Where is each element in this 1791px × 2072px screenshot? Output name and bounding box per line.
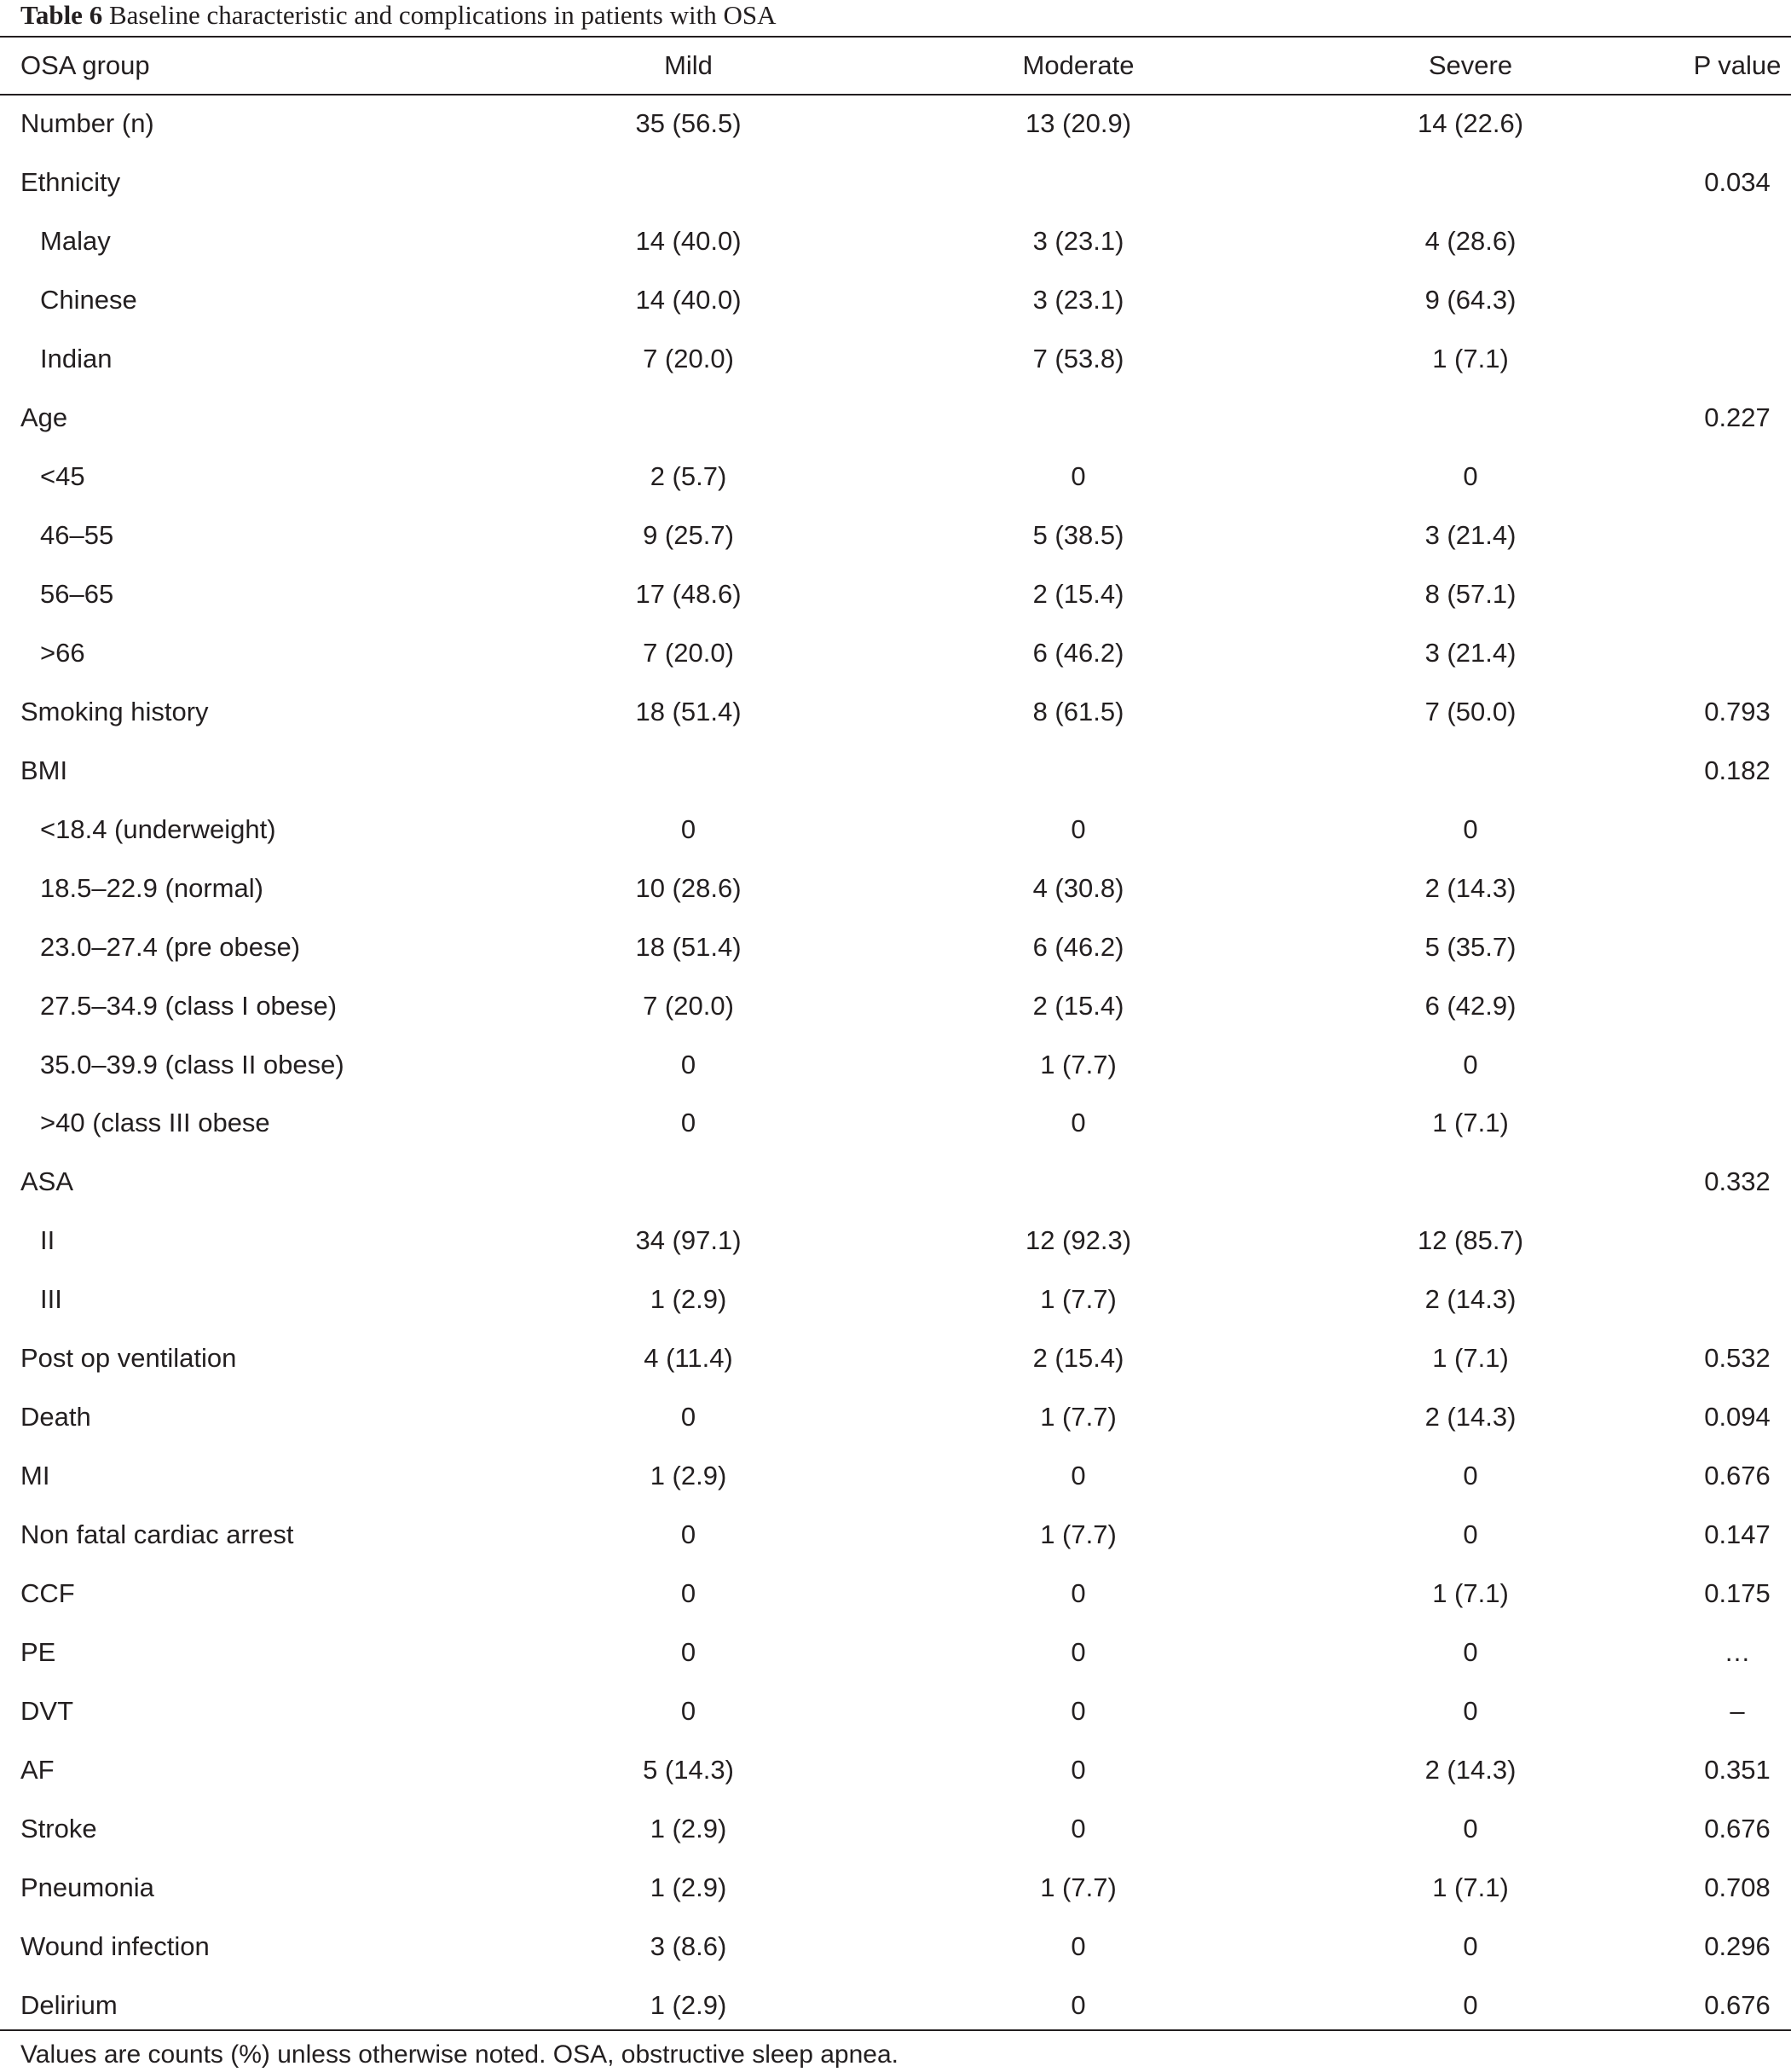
row-label: Age (20, 402, 68, 433)
row-label: MI (20, 1461, 50, 1491)
cell-p-value (1684, 94, 1791, 153)
cell-severe: 0 (1463, 1813, 1478, 1843)
cell-moderate: 3 (23.1) (1032, 285, 1124, 315)
table-row (0, 1329, 1791, 1388)
cell-p-value (1684, 1035, 1791, 1094)
cell-moderate: 0 (1071, 461, 1086, 492)
cell-severe: 1 (7.1) (1432, 1343, 1509, 1374)
cell-mild: 9 (25.7) (643, 520, 734, 551)
table-row (0, 1917, 1791, 1976)
cell-moderate: 0 (1071, 1108, 1086, 1138)
row-label: Smoking history (20, 696, 209, 726)
cell-moderate (899, 741, 1257, 800)
row-label: Delirium (20, 1989, 118, 2020)
row-label: Number (n) (20, 108, 154, 138)
cell-mild: 0 (680, 1402, 696, 1432)
header-row (0, 38, 1791, 94)
cell-mild (477, 153, 899, 212)
cell-severe: 14 (22.6) (1417, 108, 1524, 138)
cell-mild: 7 (20.0) (643, 344, 734, 374)
cell-severe: 0 (1463, 1636, 1478, 1667)
cell-severe: 1 (7.1) (1432, 344, 1509, 374)
table-row (0, 1035, 1791, 1094)
cell-mild: 0 (680, 1695, 696, 1726)
table-row (0, 1212, 1791, 1270)
cell-moderate: 12 (92.3) (1025, 1225, 1132, 1256)
cell-severe: 0 (1463, 1695, 1478, 1726)
cell-p-value (1684, 506, 1791, 565)
cell-p-value (1684, 1212, 1791, 1270)
table-row (0, 506, 1791, 565)
row-label: Non fatal cardiac arrest (20, 1519, 294, 1550)
cell-p-value (1684, 448, 1791, 506)
table-caption-label: Table 6 (20, 0, 103, 30)
cell-mild: 0 (680, 1636, 696, 1667)
cell-p-value (1684, 565, 1791, 624)
cell-severe: 8 (57.1) (1424, 579, 1517, 610)
cell-p-value: 0.793 (1704, 696, 1771, 726)
cell-severe: 1 (7.1) (1432, 1108, 1509, 1138)
table-caption (20, 0, 777, 34)
header-rule (0, 94, 1791, 95)
cell-mild: 4 (11.4) (644, 1343, 733, 1374)
cell-p-value: … (1724, 1636, 1751, 1667)
cell-moderate: 1 (7.7) (1040, 1284, 1117, 1315)
row-label: PE (20, 1636, 56, 1667)
cell-severe: 0 (1463, 1519, 1478, 1550)
cell-mild: 3 (8.6) (650, 1930, 727, 1961)
data-table (0, 38, 1791, 2034)
table-row (0, 448, 1791, 506)
cell-p-value: 0.227 (1704, 402, 1771, 433)
cell-severe: 0 (1463, 461, 1478, 492)
cell-mild: 1 (2.9) (650, 1872, 727, 1902)
cell-mild: 1 (2.9) (650, 1989, 727, 2020)
cell-p-value: 0.532 (1704, 1343, 1771, 1374)
cell-moderate: 0 (1071, 1695, 1086, 1726)
row-label: 56–65 (40, 579, 114, 610)
row-label: >40 (class III obese (40, 1108, 270, 1138)
table-row (0, 1623, 1791, 1681)
row-label: II (40, 1225, 55, 1256)
row-label: 27.5–34.9 (class I obese) (40, 990, 338, 1021)
cell-p-value: 0.676 (1704, 1461, 1771, 1491)
cell-mild: 0 (680, 813, 696, 844)
cell-severe: 2 (14.3) (1424, 1754, 1517, 1785)
table-caption-text: Baseline characteristic and complications in patients with OSA (108, 0, 777, 30)
cell-moderate: 6 (46.2) (1032, 931, 1124, 962)
row-label: Indian (40, 344, 113, 374)
row-label: Chinese (40, 285, 137, 315)
cell-severe: 4 (28.6) (1424, 226, 1517, 257)
table-row (0, 271, 1791, 330)
cell-moderate: 2 (15.4) (1032, 990, 1124, 1021)
table-row (0, 1388, 1791, 1447)
header-osa-group: OSA group (20, 50, 150, 80)
cell-p-value: 0.332 (1704, 1166, 1771, 1197)
cell-moderate: 1 (7.7) (1040, 1049, 1117, 1079)
table-row (0, 800, 1791, 859)
row-label: Post op ventilation (20, 1343, 237, 1374)
cell-moderate (899, 389, 1257, 448)
cell-moderate (899, 1153, 1257, 1212)
table-row (0, 682, 1791, 741)
cell-moderate: 0 (1071, 1577, 1086, 1608)
cell-severe: 0 (1463, 1989, 1478, 2020)
cell-moderate: 0 (1071, 1636, 1086, 1667)
row-label: III (40, 1284, 62, 1315)
cell-moderate: 0 (1071, 1989, 1086, 2020)
row-label: >66 (40, 637, 85, 668)
cell-mild: 0 (680, 1519, 696, 1550)
cell-p-value: 0.034 (1704, 167, 1771, 198)
cell-mild (477, 1153, 899, 1212)
cell-mild: 14 (40.0) (635, 226, 742, 257)
cell-mild: 0 (680, 1049, 696, 1079)
table-row (0, 741, 1791, 800)
row-label: 18.5–22.9 (normal) (40, 872, 263, 903)
header-severe: Severe (1428, 50, 1513, 80)
cell-mild: 18 (51.4) (635, 696, 742, 726)
cell-p-value: – (1730, 1695, 1745, 1726)
cell-p-value: 0.676 (1704, 1813, 1771, 1843)
cell-severe: 9 (64.3) (1424, 285, 1517, 315)
row-label: Malay (40, 226, 111, 257)
cell-mild: 5 (14.3) (643, 1754, 734, 1785)
table-row (0, 859, 1791, 917)
cell-mild: 7 (20.0) (643, 637, 734, 668)
row-label: <18.4 (underweight) (40, 813, 276, 844)
table-row (0, 1565, 1791, 1623)
table-row (0, 1858, 1791, 1917)
cell-mild: 34 (97.1) (635, 1225, 742, 1256)
cell-severe (1257, 389, 1684, 448)
cell-p-value (1684, 859, 1791, 917)
cell-moderate: 1 (7.7) (1040, 1872, 1117, 1902)
row-label: AF (20, 1754, 55, 1785)
cell-severe (1257, 741, 1684, 800)
cell-moderate: 6 (46.2) (1032, 637, 1124, 668)
row-label: DVT (20, 1695, 73, 1726)
table-row (0, 565, 1791, 624)
cell-p-value: 0.182 (1704, 755, 1771, 785)
cell-p-value (1684, 271, 1791, 330)
table-row (0, 917, 1791, 976)
row-label: BMI (20, 755, 68, 785)
cell-moderate: 0 (1071, 1754, 1086, 1785)
cell-severe: 3 (21.4) (1424, 520, 1517, 551)
cell-p-value: 0.175 (1704, 1577, 1771, 1608)
row-label: ASA (20, 1166, 74, 1197)
cell-severe (1257, 153, 1684, 212)
table-row (0, 1799, 1791, 1858)
cell-mild: 17 (48.6) (635, 579, 742, 610)
table-row (0, 1270, 1791, 1329)
header-p-value: P value (1693, 50, 1782, 80)
cell-severe: 2 (14.3) (1424, 872, 1517, 903)
row-label: Wound infection (20, 1930, 210, 1961)
row-label: 46–55 (40, 520, 114, 551)
cell-severe: 1 (7.1) (1432, 1577, 1509, 1608)
cell-p-value: 0.351 (1704, 1754, 1771, 1785)
cell-moderate: 0 (1071, 1813, 1086, 1843)
table-row (0, 330, 1791, 389)
cell-severe: 3 (21.4) (1424, 637, 1517, 668)
cell-severe: 12 (85.7) (1417, 1225, 1524, 1256)
cell-p-value: 0.296 (1704, 1930, 1771, 1961)
cell-severe: 0 (1463, 1049, 1478, 1079)
cell-p-value (1684, 917, 1791, 976)
table-row (0, 389, 1791, 448)
row-label: <45 (40, 461, 85, 492)
cell-mild: 2 (5.7) (650, 461, 727, 492)
cell-moderate: 13 (20.9) (1025, 108, 1132, 138)
cell-moderate (899, 153, 1257, 212)
cell-mild: 0 (680, 1108, 696, 1138)
bottom-rule (0, 2029, 1791, 2031)
cell-severe: 2 (14.3) (1424, 1284, 1517, 1315)
cell-severe: 7 (50.0) (1424, 696, 1517, 726)
cell-severe: 6 (42.9) (1424, 990, 1517, 1021)
cell-moderate: 1 (7.7) (1040, 1402, 1117, 1432)
cell-mild (477, 741, 899, 800)
cell-severe: 0 (1463, 813, 1478, 844)
table-row (0, 212, 1791, 271)
row-label: 23.0–27.4 (pre obese) (40, 931, 301, 962)
table-row (0, 1153, 1791, 1212)
cell-mild: 0 (680, 1577, 696, 1608)
header-mild: Mild (664, 50, 713, 80)
cell-moderate: 0 (1071, 813, 1086, 844)
cell-p-value (1684, 976, 1791, 1035)
cell-p-value: 0.676 (1704, 1989, 1771, 2020)
cell-p-value: 0.147 (1704, 1519, 1771, 1550)
table-row (0, 1094, 1791, 1153)
cell-severe: 1 (7.1) (1432, 1872, 1509, 1902)
row-label: Ethnicity (20, 167, 121, 198)
table-row (0, 1506, 1791, 1565)
table-row (0, 1740, 1791, 1799)
cell-p-value (1684, 212, 1791, 271)
cell-moderate: 1 (7.7) (1040, 1519, 1117, 1550)
table-row (0, 976, 1791, 1035)
cell-mild: 18 (51.4) (635, 931, 742, 962)
table-row (0, 1976, 1791, 2034)
header-moderate: Moderate (1022, 50, 1135, 80)
cell-mild (477, 389, 899, 448)
cell-p-value: 0.094 (1704, 1402, 1771, 1432)
cell-mild: 35 (56.5) (635, 108, 742, 138)
cell-severe (1257, 1153, 1684, 1212)
cell-p-value (1684, 624, 1791, 683)
cell-mild: 1 (2.9) (650, 1461, 727, 1491)
cell-p-value: 0.708 (1704, 1872, 1771, 1902)
row-label: Stroke (20, 1813, 97, 1843)
cell-moderate: 8 (61.5) (1032, 696, 1124, 726)
table-row (0, 1681, 1791, 1740)
table-row (0, 1447, 1791, 1506)
table-footnote: Values are counts (%) unless otherwise noted. OSA, obstructive sleep apnea. (20, 2040, 899, 2069)
cell-p-value (1684, 800, 1791, 859)
table-row (0, 624, 1791, 683)
cell-moderate: 4 (30.8) (1032, 872, 1124, 903)
cell-mild: 1 (2.9) (650, 1284, 727, 1315)
row-label: Pneumonia (20, 1872, 154, 1902)
cell-moderate: 5 (38.5) (1032, 520, 1124, 551)
cell-moderate: 3 (23.1) (1032, 226, 1124, 257)
cell-moderate: 0 (1071, 1461, 1086, 1491)
cell-moderate: 7 (53.8) (1032, 344, 1124, 374)
cell-moderate: 2 (15.4) (1032, 579, 1124, 610)
cell-severe: 0 (1463, 1461, 1478, 1491)
table-row (0, 153, 1791, 212)
row-label: CCF (20, 1577, 75, 1608)
table-body (0, 94, 1791, 2034)
row-label: 35.0–39.9 (class II obese) (40, 1049, 344, 1079)
cell-mild: 14 (40.0) (635, 285, 742, 315)
cell-mild: 1 (2.9) (650, 1813, 727, 1843)
cell-moderate: 0 (1071, 1930, 1086, 1961)
cell-p-value (1684, 1270, 1791, 1329)
cell-severe: 5 (35.7) (1424, 931, 1517, 962)
table-row (0, 94, 1791, 153)
cell-moderate: 2 (15.4) (1032, 1343, 1124, 1374)
cell-p-value (1684, 330, 1791, 389)
cell-p-value (1684, 1094, 1791, 1153)
cell-mild: 10 (28.6) (635, 872, 742, 903)
row-label: Death (20, 1402, 91, 1432)
cell-severe: 0 (1463, 1930, 1478, 1961)
cell-severe: 2 (14.3) (1424, 1402, 1517, 1432)
cell-mild: 7 (20.0) (643, 990, 734, 1021)
